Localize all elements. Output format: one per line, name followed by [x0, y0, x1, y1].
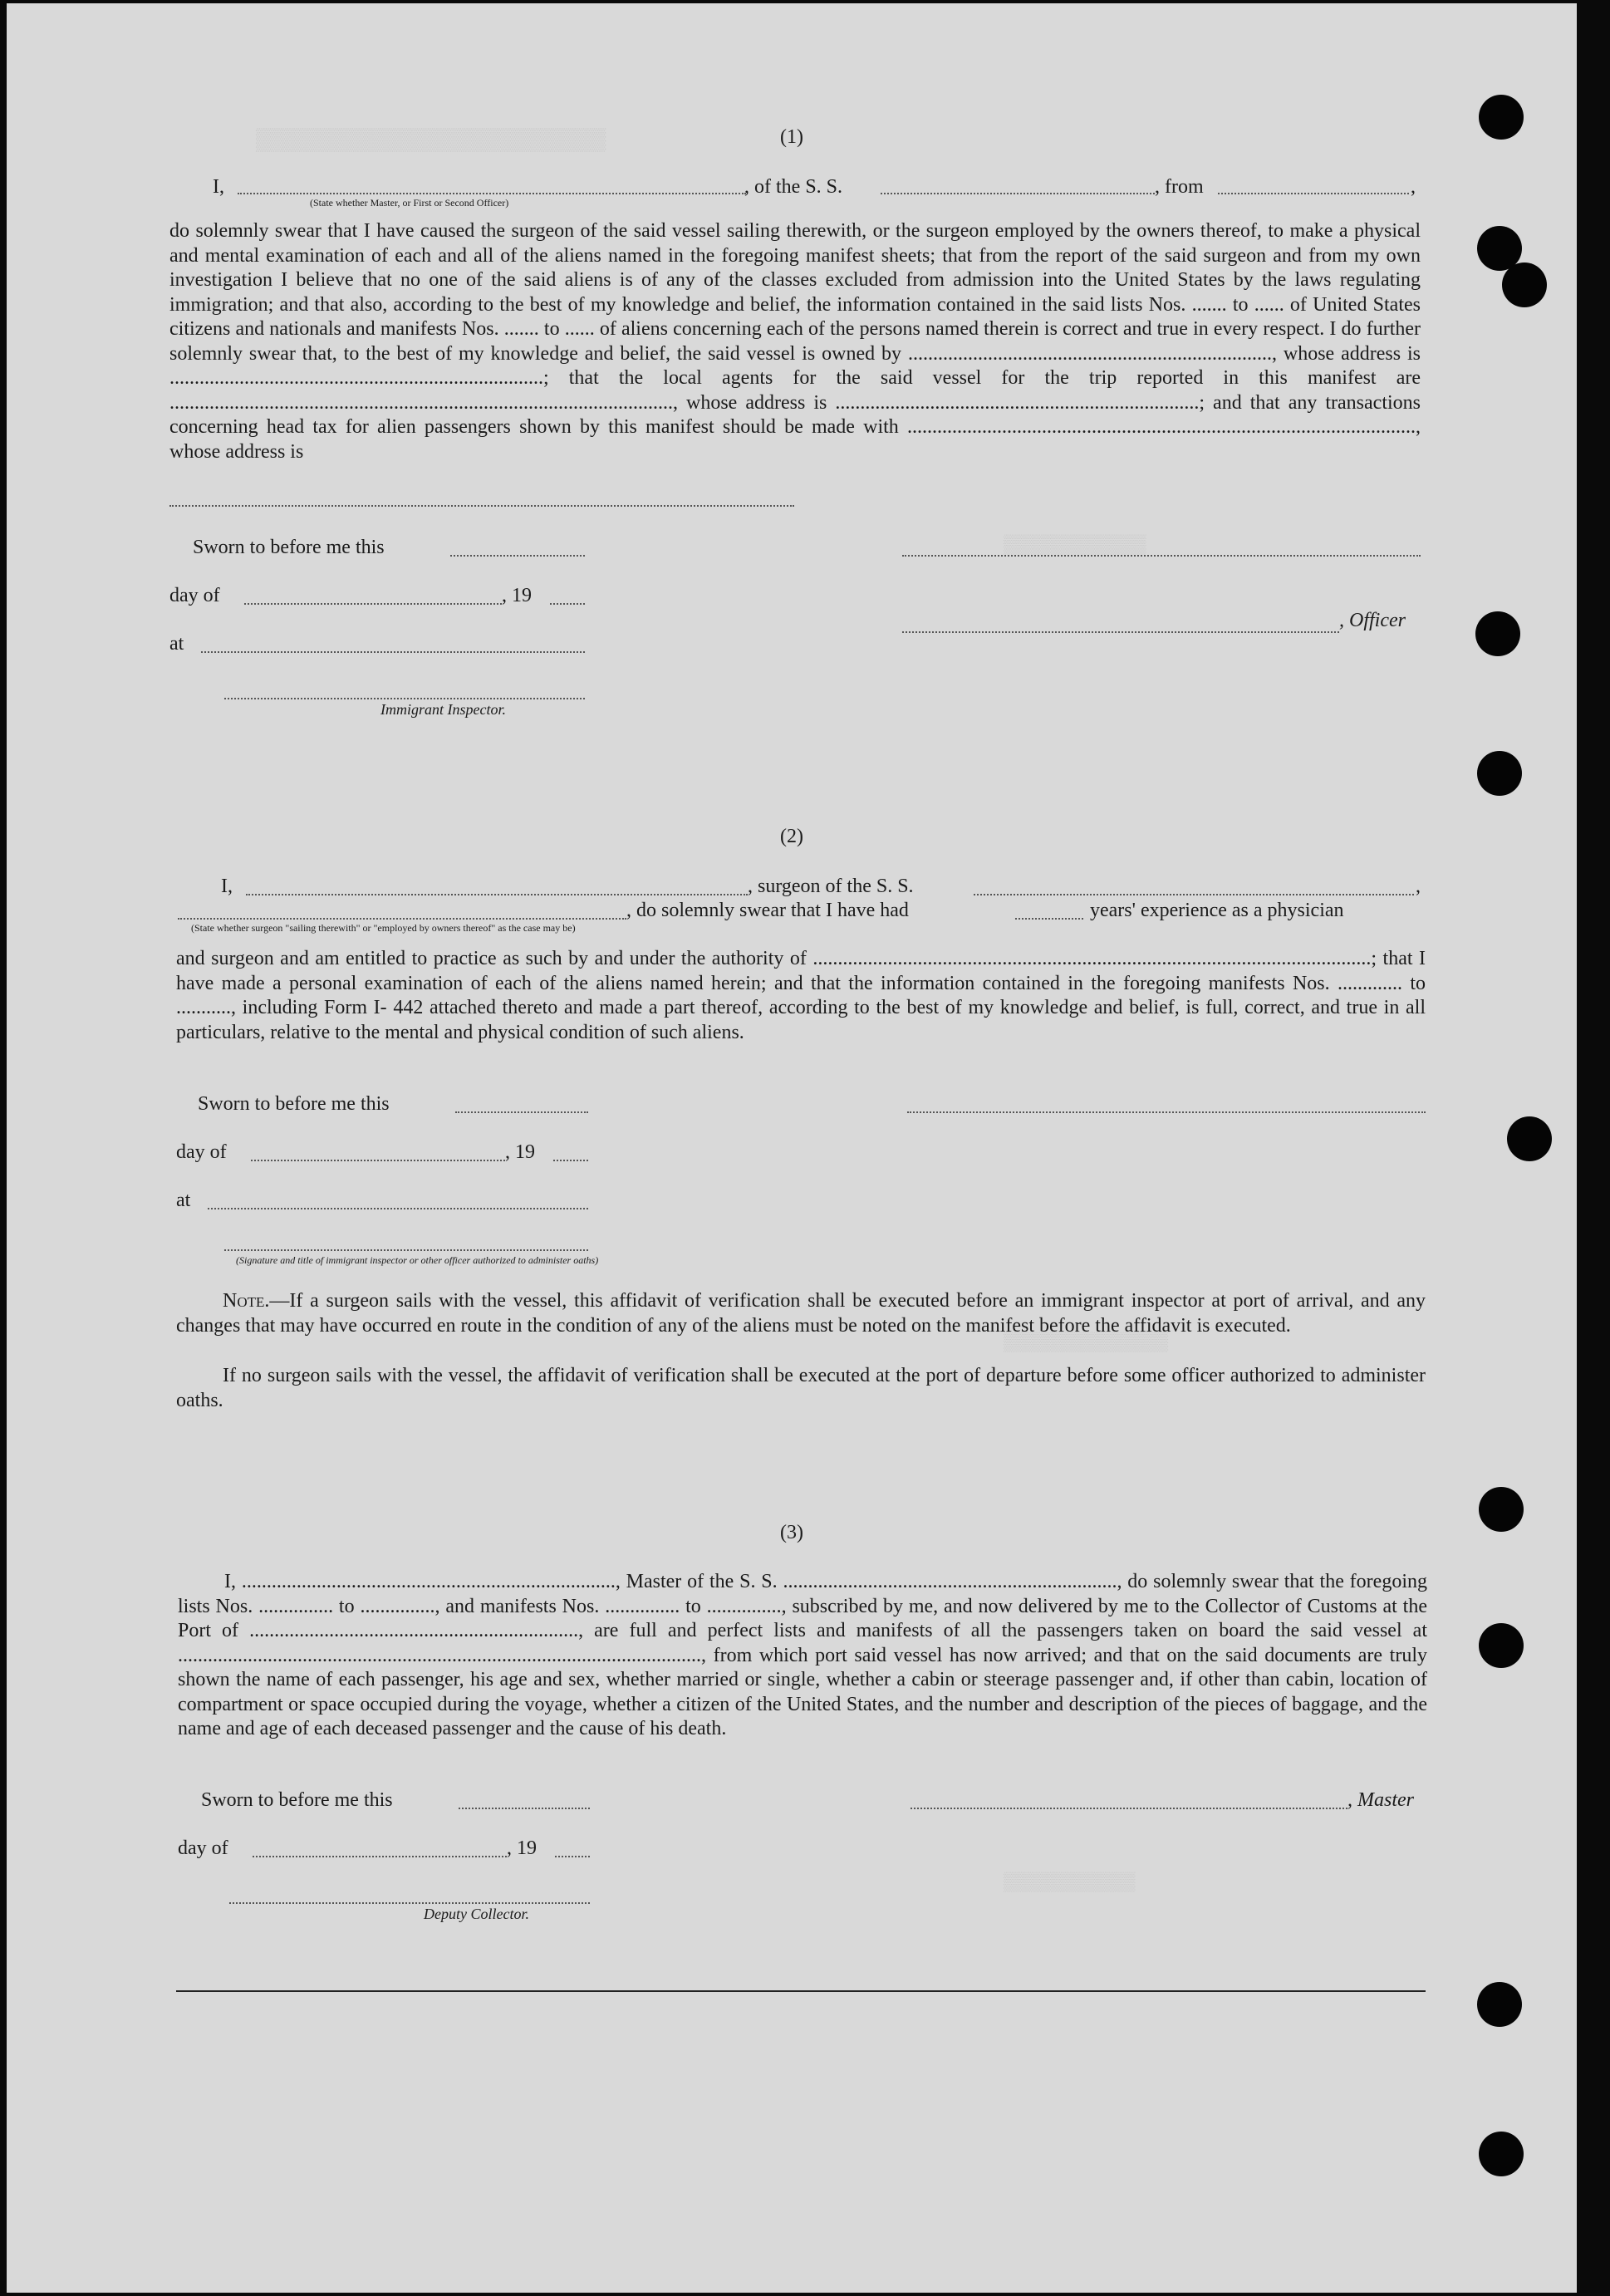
- s2-status-note: (State whether surgeon "sailing therewith" or "employed by owners thereof" as the case may be): [191, 922, 576, 934]
- s2-at-field[interactable]: [208, 1208, 588, 1209]
- s3-year: , 19: [507, 1837, 537, 1859]
- s1-at: at: [169, 633, 184, 655]
- deputy-collector-signature-field[interactable]: [229, 1902, 590, 1904]
- s2-note-paragraph: [176, 1289, 1426, 1338]
- punch-hole: [1475, 611, 1520, 656]
- s2-at: at: [176, 1190, 191, 1211]
- s1-of-ss: , of the S. S.: [744, 176, 843, 198]
- master-name-field[interactable]: [238, 193, 746, 194]
- s2-sworn-date-field[interactable]: [455, 1111, 588, 1113]
- inspector-signature-field[interactable]: [224, 698, 585, 699]
- s1-rank-note: (State whether Master, or First or Second Officer): [310, 197, 509, 209]
- bleed-through-text: ▒▒▒▒▒▒▒▒▒▒▒▒▒▒▒▒▒▒▒▒▒▒▒▒▒▒▒: [256, 128, 606, 153]
- s2-signature-note: (Signature and title of immigrant inspector or other officer authorized to administer oaths): [236, 1254, 599, 1266]
- bleed-through-text: ▒▒▒▒▒▒▒▒▒▒▒▒: [1004, 1872, 1136, 1893]
- section-1-number: (1): [780, 126, 803, 148]
- officer-signature-field[interactable]: [902, 631, 1339, 633]
- s1-at-field[interactable]: [201, 651, 585, 653]
- years-experience-field[interactable]: [1015, 918, 1083, 920]
- s2-sworn: Sworn to before me this: [198, 1093, 390, 1115]
- s3-deputy-caption: Deputy Collector.: [424, 1906, 529, 1922]
- bleed-through-text: ▒▒▒▒▒▒▒▒▒▒▒▒▒: [1004, 535, 1146, 556]
- s1-sworn: Sworn to before me this: [193, 537, 385, 558]
- form-page: [7, 3, 1577, 2293]
- s2-day-of: day of: [176, 1141, 227, 1163]
- punch-hole: [1479, 2132, 1524, 2176]
- section-3-paragraph: I, ..........................................................................., Master of the S. S. ..................................................................., do solemnly swear that the foregoing lists Nos. ............... to ..............., and manifests Nos. ............... to ..............., subscribed by me, and now delivered by me to the Collector of Customs at the Port of .................................................................., are full and perfect lists and manifests of all the passengers taken on board the said vessel at ........................................................................................................., from which port said vessel has now arrived; and that on the said documents are truly shown the name of each passenger, his age and sex, whether married or single, whether a cabin or steerage passenger and, if other than cabin, location of compartment or space occupied during the voyage, whether a citizen of the United States, and the number and description of the pieces of baggage, and the name and age of each deceased passenger and the cause of his death.: [178, 1571, 1427, 1739]
- punch-hole: [1477, 751, 1522, 796]
- s3-year-field[interactable]: [555, 1856, 590, 1857]
- s1-i: I,: [213, 176, 224, 198]
- s2-comma: ,: [1416, 876, 1421, 897]
- section-3-number: (3): [780, 1522, 803, 1543]
- section-1-paragraph: do solemnly swear that I have caused the surgeon of the said vessel sailing therewith, or the surgeon employed by the owners thereof, to make a physical and mental examination of each and all of the aliens named in the foregoing manifest sheets; that from the report of the said surgeon and from my own investigation I believe that no one of the said aliens is of any of the classes excluded from admission into the United States by the laws regulating immigration; and that also, according to the best of my knowledge and belief, the information contained in the said lists Nos. ....... to ...... of United States citizens and nationals and manifests Nos. ....... to ...... of aliens concerning each of the persons named therein is correct and true in every respect. I do further solemnly swear that, to the best of my knowledge and belief, the said vessel is owned by ........................................................................., whose address is ...........................................................................; that the local agents for the said vessel for the trip reported in this manifest are ....................................................................................................., whose address is .........................................................................; and that any transactions concerning head tax for alien passengers shown by this manifest should be made with ......................................................................................................, whose address is: [169, 220, 1421, 463]
- s1-year: , 19: [502, 585, 532, 606]
- s1-comma: ,: [1411, 176, 1416, 198]
- from-port-field[interactable]: [1218, 193, 1409, 194]
- s3-day-of: day of: [178, 1837, 228, 1859]
- s3-master: , Master: [1347, 1789, 1414, 1811]
- surgeon-status-field[interactable]: [178, 918, 626, 920]
- section-2-paragraph: and surgeon and am entitled to practice as such by and under the authority of ................................................................................................................; that I have made a personal examination of each of the aliens named herein; and that the information contained in the foregoing manifests Nos. ............. to ..........., including Form I- 442 attached thereto and made a part thereof, according to the best of my knowledge and belief, is full, correct, and true in all particulars, relative to the mental and physical condition of such aliens.: [176, 948, 1426, 1043]
- s1-day-of-field[interactable]: [244, 603, 502, 605]
- punch-hole: [1477, 1982, 1522, 2027]
- bleed-through-text: ▒▒▒▒▒▒▒▒▒▒▒▒▒▒▒: [1004, 1332, 1169, 1353]
- s2-vessel-field[interactable]: [974, 894, 1414, 895]
- s2-note-text: —If a surgeon sails with the vessel, this affidavit of verification shall be executed before an immigrant inspector at port of arrival, and any changes that may have occurred en route in the condition of any of the aliens must be noted on the manifest before the affidavit is executed.: [176, 1290, 1426, 1337]
- s2-swear: , do solemnly swear that I have had: [626, 900, 909, 921]
- s2-i: I,: [221, 876, 233, 897]
- s2-day-of-field[interactable]: [251, 1160, 505, 1161]
- s2-signature-field[interactable]: [907, 1111, 1426, 1113]
- s1-signature-field[interactable]: [902, 555, 1421, 557]
- s2-surgeon-of: , surgeon of the S. S.: [748, 876, 914, 897]
- vessel-name-field[interactable]: [881, 193, 1155, 194]
- surgeon-name-field[interactable]: [246, 894, 748, 895]
- s1-day-of: day of: [169, 585, 220, 606]
- s2-year: , 19: [505, 1141, 535, 1163]
- s2-note-label: Note.: [223, 1290, 270, 1312]
- s2-note-paragraph-2: If no surgeon sails with the vessel, the affidavit of verification shall be executed at the port of departure before some officer authorized to administer oaths.: [176, 1365, 1426, 1411]
- punch-hole: [1502, 262, 1547, 307]
- s3-day-of-field[interactable]: [253, 1856, 507, 1857]
- s3-sworn: Sworn to before me this: [201, 1789, 393, 1811]
- s1-inspector-caption: Immigrant Inspector.: [380, 701, 506, 718]
- head-tax-address-field[interactable]: [169, 505, 794, 507]
- s2-years: years' experience as a physician: [1090, 900, 1344, 921]
- punch-hole: [1479, 1623, 1524, 1668]
- section-2-number: (2): [780, 826, 803, 847]
- master-signature-field[interactable]: [911, 1808, 1347, 1809]
- bottom-rule: [176, 1990, 1426, 1992]
- punch-hole: [1507, 1116, 1552, 1161]
- s1-year-field[interactable]: [550, 603, 585, 605]
- s1-officer: , Officer: [1339, 610, 1406, 631]
- s1-from: , from: [1155, 176, 1204, 198]
- s3-sworn-date-field[interactable]: [459, 1808, 590, 1809]
- s1-sworn-date-field[interactable]: [450, 555, 585, 557]
- s2-inspector-signature-field[interactable]: [224, 1249, 588, 1251]
- s2-year-field[interactable]: [553, 1160, 588, 1161]
